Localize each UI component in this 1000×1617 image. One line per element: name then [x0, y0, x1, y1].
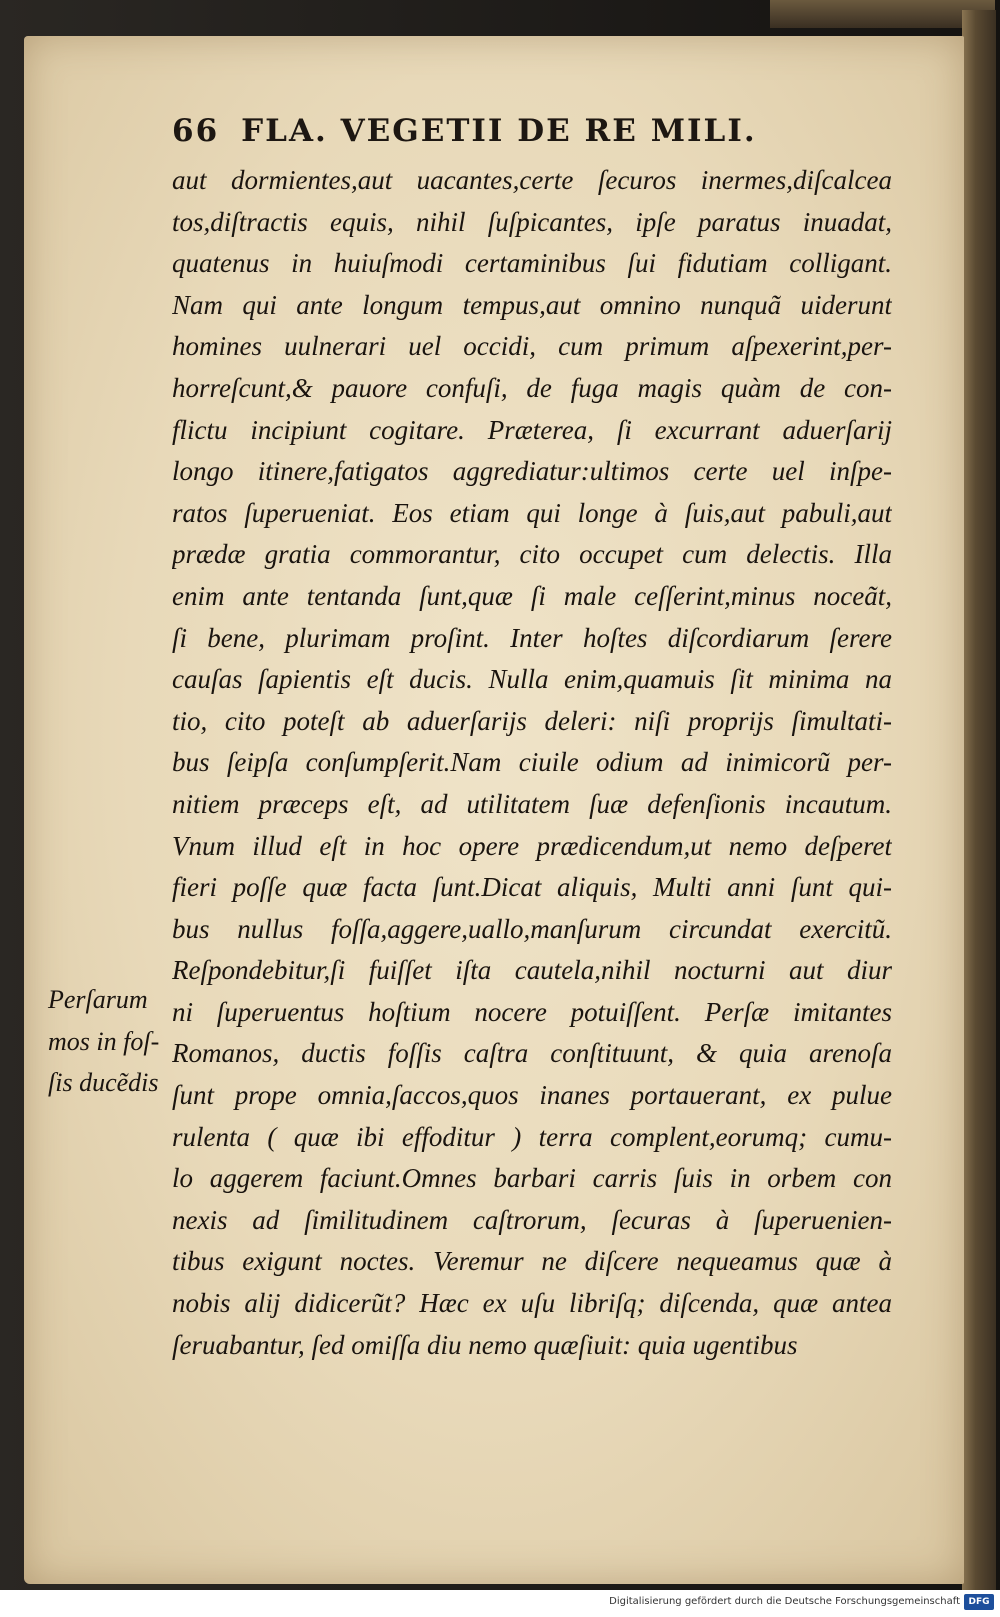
footer-bar — [0, 1590, 1000, 1617]
text-line: ni ſuperuentus hoſtium nocere potuiſſent. Perſæ imitantes — [172, 996, 892, 1027]
text-line: lo aggerem faciunt.Omnes barbari carris ſuis in orbem con — [172, 1163, 892, 1194]
text-line: horreſcunt,& pauore confuſi, de fuga magis quàm de con- — [172, 372, 892, 403]
marginal-note — [48, 979, 183, 1104]
text-line: homines uulnerari uel occidi, cum primum aſpexerint,per- — [172, 331, 892, 362]
dfg-logo-icon: DFG — [964, 1594, 994, 1610]
marginal-line: Perſarum — [48, 985, 148, 1014]
main-text-block — [172, 160, 892, 1366]
text-line: aut dormientes,aut uacantes,certe ſecuros inermes,diſcalcea — [172, 165, 892, 195]
text-line: enim ante tentanda ſunt,quæ ſi male ceſſerint,minus noceãt, — [172, 580, 892, 611]
text-line: nobis alij didicerũt? Hæc ex uſu libriſq; diſcenda, quæ antea — [172, 1288, 892, 1319]
text-line: tos,diſtractis equis, nihil ſuſpicantes, ipſe paratus inuadat, — [172, 206, 892, 237]
text-line: bus nullus foſſa,aggere,uallo,manſurum circundat exercitũ. — [172, 913, 892, 944]
text-line: cauſas ſapientis eſt ducis. Nulla enim,quamuis ſit minima na — [172, 664, 892, 695]
text-line: Reſpondebitur,ſi fuiſſet iſta cautela,nihil nocturni aut diur — [172, 955, 892, 986]
text-line: tibus exigunt noctes. Veremur ne diſcere nequeamus quæ à — [172, 1246, 892, 1277]
marginal-line: mos in foſ- — [48, 1026, 160, 1056]
text-line: flictu incipiunt cogitare. Præterea, ſi excurrant aduerſarij — [172, 414, 892, 445]
text-line: prædæ gratia commorantur, cito occupet cum delectis. Illa — [172, 539, 892, 570]
text-line: Romanos, ductis foſſis caſtra conſtituunt, & quia arenoſa — [172, 1038, 892, 1069]
text-line: nexis ad ſimilitudinem caſtrorum, ſecuras à ſuperuenien- — [172, 1204, 892, 1235]
text-line: longo itinere,fatigatos aggrediatur:ultimos certe uel inſpe- — [172, 456, 892, 487]
text-line: nitiem præceps eſt, ad utilitatem ſuæ defenſionis incautum. — [172, 788, 892, 819]
text-line: tio, cito poteſt ab aduerſarijs deleri: niſi proprijs ſimultati- — [172, 705, 892, 736]
running-header — [172, 113, 892, 159]
text-line: bus ſeipſa conſumpſerit.Nam ciuile odium ad inimicorũ per- — [172, 747, 892, 778]
text-line: ſunt prope omnia,ſaccos,quos inanes portauerant, ex pulue — [172, 1080, 892, 1111]
text-line: ratos ſuperueniat. Eos etiam qui longe à ſuis,aut pabuli,aut — [172, 497, 892, 528]
running-title: FLA. VEGETII DE RE MILI. — [241, 113, 757, 149]
book-page-edge — [962, 10, 996, 1590]
text-line: ſeruabantur, ſed omiſſa diu nemo quæſiuit: quia ugentibus — [172, 1329, 798, 1360]
marginal-line: ſis ducẽdis — [48, 1068, 159, 1098]
text-line: quatenus in huiuſmodi certaminibus ſui fidutiam colligant. — [172, 248, 892, 279]
text-line: rulenta ( quæ ibi effoditur ) terra complent,eorumq; cumu- — [172, 1121, 892, 1152]
text-line: Nam qui ante longum tempus,aut omnino nunquã uiderunt — [172, 289, 892, 320]
page-number: 66 — [172, 113, 220, 149]
text-line: ſi bene, plurimam proſint. Inter hoſtes diſcordiarum ſerere — [172, 622, 892, 653]
digitization-credit: Digitalisierung gefördert durch die Deutsche Forschungsgemeinschaft — [609, 1596, 960, 1607]
text-line: Vnum illud eſt in hoc opere prædicendum,ut nemo deſperet — [172, 830, 892, 861]
text-line: fieri poſſe quæ facta ſunt.Dicat aliquis, Multi anni ſunt qui- — [172, 872, 892, 903]
